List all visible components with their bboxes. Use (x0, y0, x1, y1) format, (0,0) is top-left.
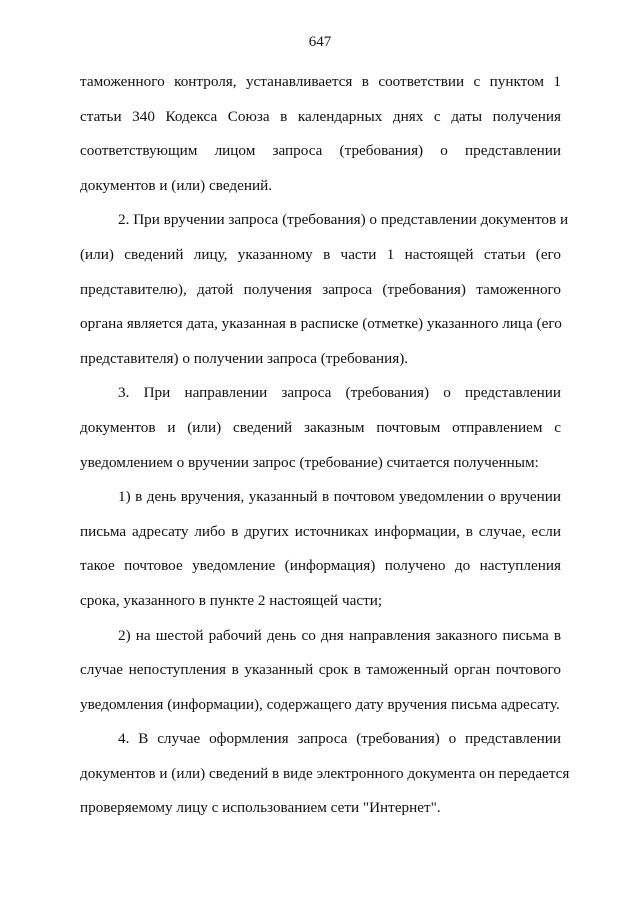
text-line: 4. В случае оформления запроса (требования) о представлении (118, 730, 561, 748)
text-line: (или) сведений лицу, указанному в части 1 настоящей статьи (его (80, 245, 561, 263)
text-line: срока, указанного в пункте 2 настоящей части; (80, 591, 383, 609)
text-line: 2. При вручении запроса (требования) о представлении документов и (118, 211, 569, 229)
paragraph-item-2 (80, 203, 569, 376)
page-number: 647 (308, 34, 332, 50)
text-line: органа является дата, указанная в расписке (отметке) указанного лица (его (80, 315, 562, 333)
document-body (80, 65, 570, 826)
paragraph-item-3 (80, 376, 561, 480)
text-line: документов и (или) сведений в виде электронного документа он передается (80, 764, 570, 782)
text-line: документов и (или) сведений. (80, 176, 273, 194)
paragraph-subitem-2 (80, 619, 561, 723)
paragraph-continuation (80, 65, 561, 203)
text-line: проверяемому лицу с использованием сети "Интернет". (80, 799, 441, 817)
text-line: таможенного контроля, устанавливается в соответствии с пунктом 1 (80, 73, 561, 90)
text-line: 2) на шестой рабочий день со дня направления заказного письма в (118, 626, 561, 644)
text-line: уведомления (информации), содержащего дату вручения письма адресату. (80, 695, 560, 713)
text-line: представителя) о получении запроса (требования). (80, 349, 409, 367)
paragraph-subitem-1 (80, 480, 561, 618)
text-line: 3. При направлении запроса (требования) о представлении (118, 384, 561, 402)
text-line: 1) в день вручения, указанный в почтовом уведомлении о вручении (118, 488, 561, 506)
text-line: случае непоступления в указанный срок в таможенный орган почтового (80, 661, 561, 679)
text-line: представителю), датой получения запроса (требования) таможенного (80, 280, 561, 298)
text-line: статьи 340 Кодекса Союза в календарных днях с даты получения (80, 107, 561, 125)
text-line: соответствующим лицом запроса (требования) о представлении (80, 142, 561, 160)
text-line: уведомлением о вручении запрос (требование) считается полученным: (80, 453, 539, 471)
text-line: письма адресату либо в других источниках информации, в случае, если (80, 522, 561, 540)
text-line: документов и (или) сведений заказным почтовым отправлением с (80, 418, 561, 436)
text-line: такое почтовое уведомление (информация) получено до наступления (80, 557, 561, 575)
paragraph-item-4 (80, 722, 570, 826)
